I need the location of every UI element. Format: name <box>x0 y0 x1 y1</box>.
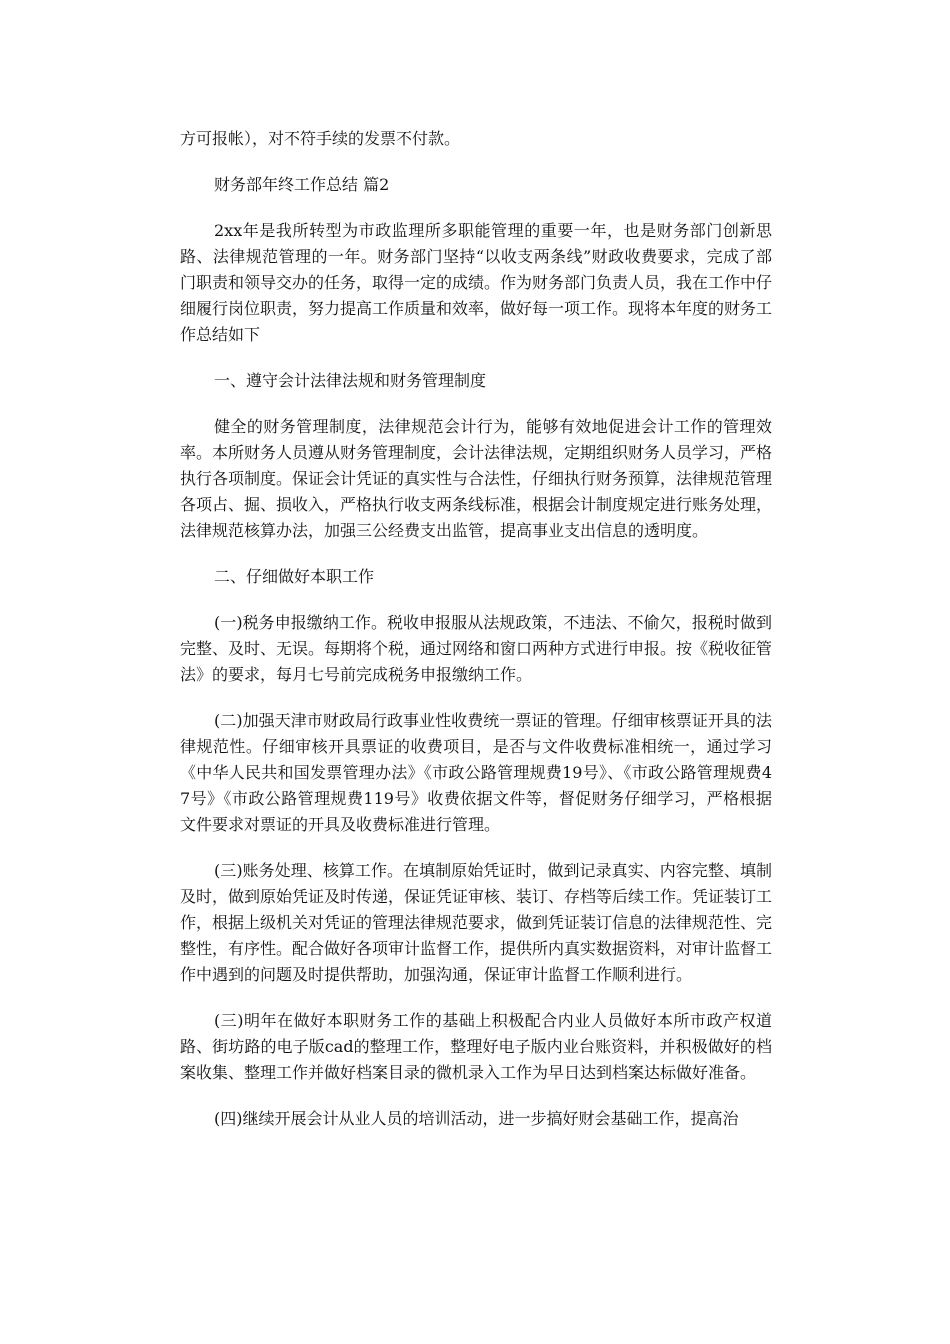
paragraph-training: (四)继续开展会计从业人员的培训活动，进一步搞好财会基础工作，提高治 <box>214 1109 739 1128</box>
paragraph-continuation: 方可报帐），对不符手续的发票不付款。 <box>180 129 461 148</box>
heading-one: 一、遵守会计法律法规和财务管理制度 <box>214 371 487 390</box>
paragraph-tax: (一)税务申报缴纳工作。税收申报服从法规政策，不违法、不偷欠，报税时做到完整、及时、无误。每期将个税，通过网络和窗口两种方式进行申报。按《税收征管法》的要求，每月七号前完成税务申报缴纳工作。 <box>180 613 773 684</box>
paragraph-invoices: (二)加强天津市财政局行政事业性收费统一票证的管理。仔细审核票证开具的法律规范性。仔细审核开具票证的收费项目，是否与文件收费标准相统一，通过学习《中华人民共和国发票管理办法》《市政公路管理规费19号》、《市政公路管理规费47号》《市政公路管理规费119号》收费依据文件等，督促财务仔细学习，严格根据文件要求对票证的开具及收费标准进行管理。 <box>180 711 772 834</box>
heading-two: 二、仔细做好本职工作 <box>214 567 375 586</box>
document-body <box>180 126 772 1152</box>
paragraph-next-year: (三)明年在做好本职财务工作的基础上积极配合内业人员做好本所市政产权道路、街坊路的电子版cad的整理工作，整理好电子版内业台账资料，并积极做好的档案收集、整理工作并做好档案目录的微机录入工作为早日达到档案达标做好准备。 <box>180 1011 772 1082</box>
paragraph-intro: 2xx年是我所转型为市政监理所多职能管理的重要一年，也是财务部门创新思路、法律规范管理的一年。财务部门坚持“以收支两条线”财政收费要求，完成了部门职责和领导交办的任务，取得一定的成绩。作为财务部门负责人员，我在工作中仔细履行岗位职责，努力提高工作质量和效率，做好每一项工作。现将本年度的财务工作总结如下 <box>180 221 773 344</box>
paragraph-accounting: (三)账务处理、核算工作。在填制原始凭证时，做到记录真实、内容完整、填制及时，做到原始凭证及时传递，保证凭证审核、装订、存档等后续工作。凭证装订工作，根据上级机关对凭证的管理法律规范要求，做到凭证装订信息的法律规范性、完整性，有序性。配合做好各项审计监督工作，提供所内真实数据资料，对审计监督工作中遇到的问题及时提供帮助，加强沟通，保证审计监督工作顺利进行。 <box>180 861 773 984</box>
paragraph-regulations: 健全的财务管理制度，法律规范会计行为，能够有效地促进会计工作的管理效率。本所财务人员遵从财务管理制度，会计法律法规，定期组织财务人员学习，严格执行各项制度。保证会计凭证的真实性与合法性，仔细执行财务预算，法律规范管理各项占、掘、损收入，严格执行收支两条线标准，根据会计制度规定进行账务处理，法律规范核算办法，加强三公经费支出监管，提高事业支出信息的透明度。 <box>180 417 773 540</box>
section-title: 财务部年终工作总结 篇2 <box>214 175 390 194</box>
